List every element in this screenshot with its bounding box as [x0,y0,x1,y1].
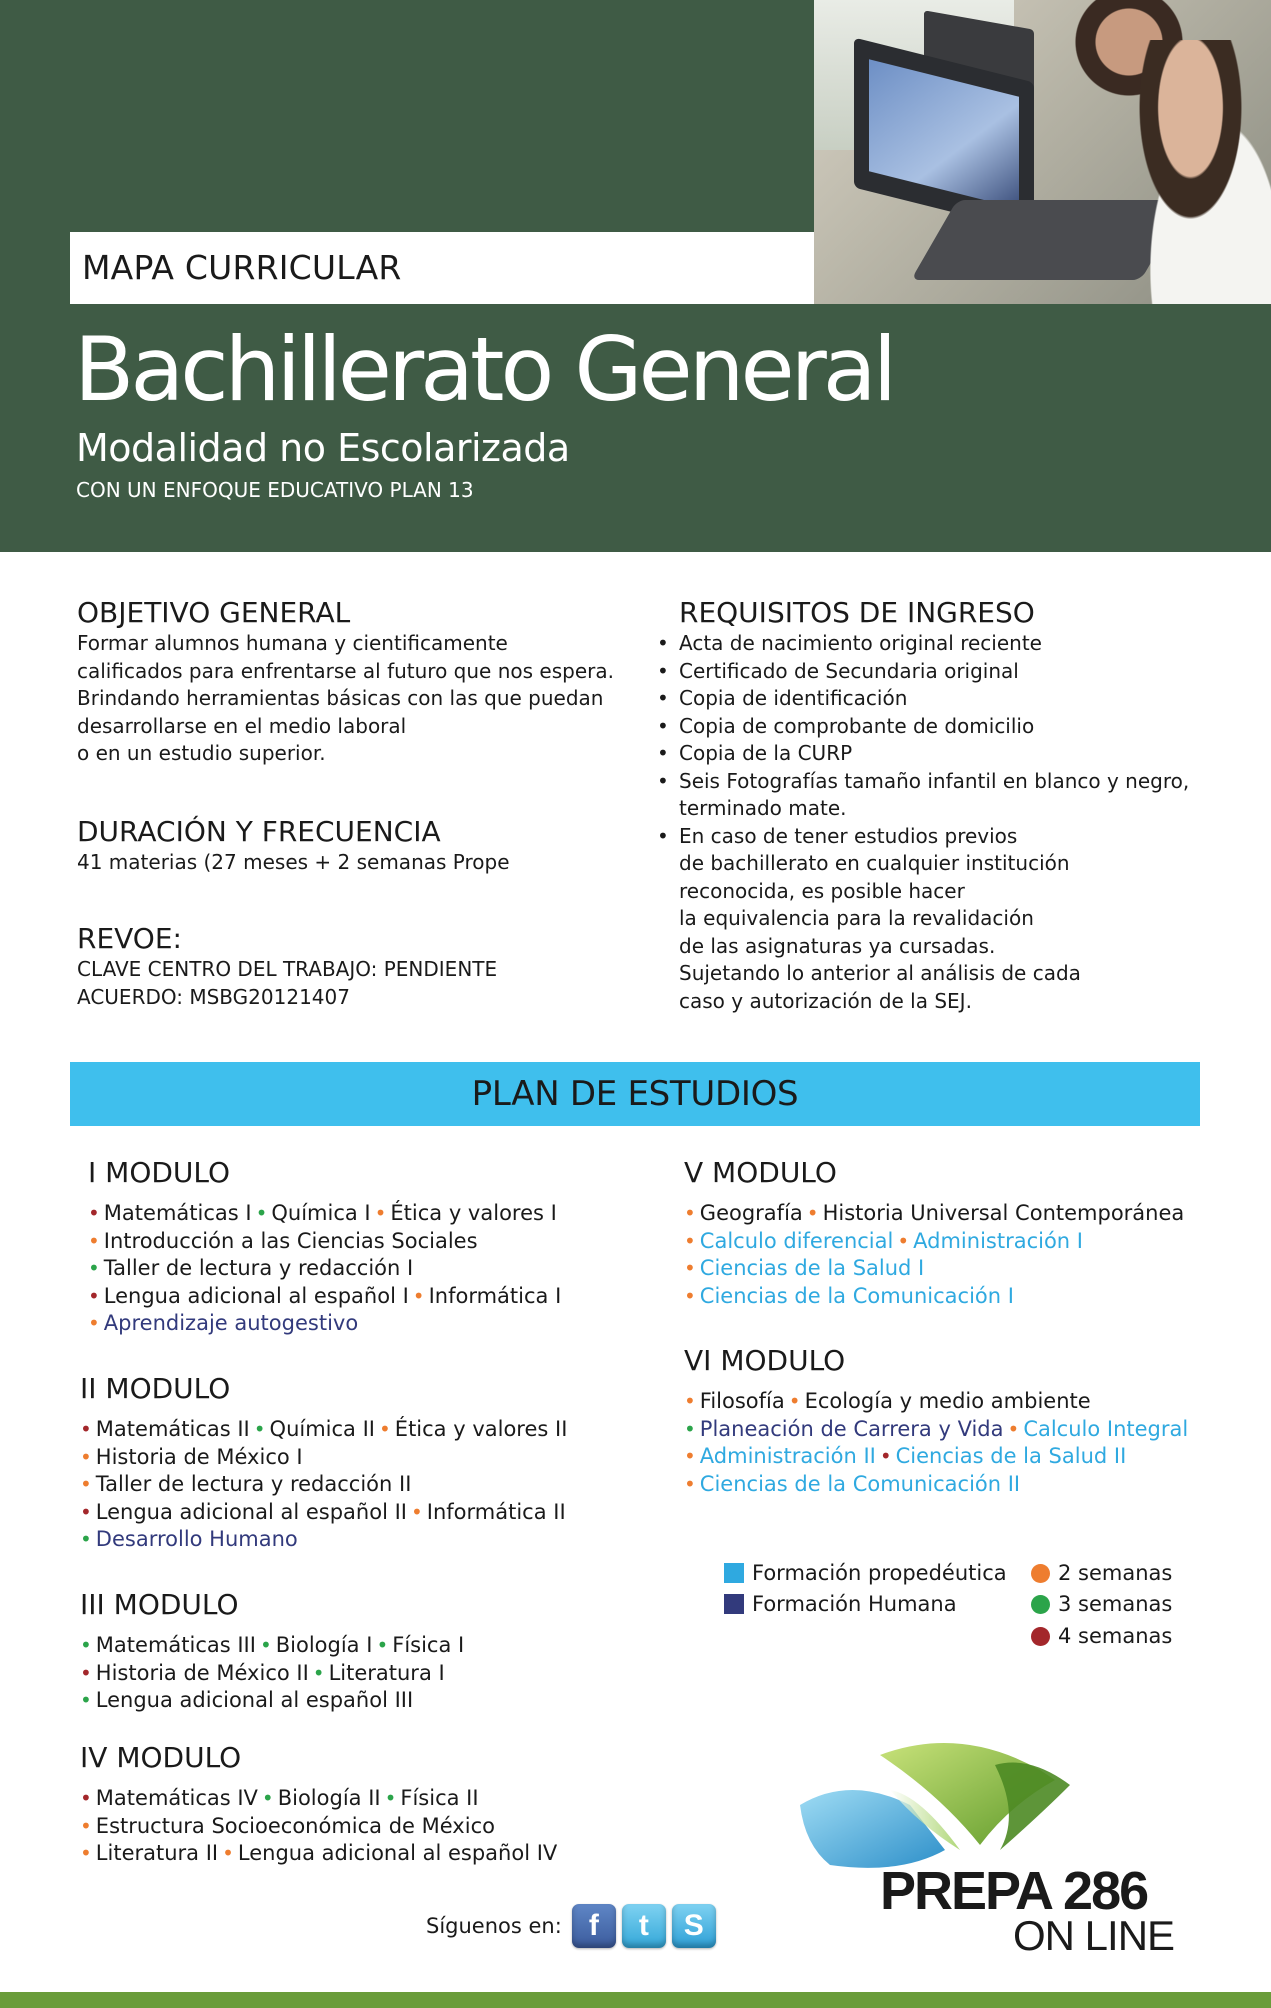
orange-dot-icon: • [788,1389,801,1413]
module-subject-list [684,1200,1184,1310]
subject-name: Administración II [699,1444,876,1468]
orange-dot-icon: • [412,1283,425,1308]
subject-name: Informática I [428,1283,562,1308]
module-line [684,1200,1184,1228]
footer-bar [0,1992,1271,2008]
subject-name: Taller de lectura y redacción II [95,1472,412,1496]
module-subject-list [80,1632,464,1715]
legend-item-2-semanas [1031,1561,1172,1585]
orange-dot-icon: • [374,1201,387,1225]
subject-name: Estructura Socioeconómica de México [95,1813,495,1838]
bullet-icon: • [657,713,669,738]
orange-dot-icon: • [684,1389,696,1413]
objetivo-line: Formar alumnos humana y cientificamente [77,631,508,655]
requisito-item [657,740,1239,768]
objetivo-line: calificados para enfrentarse al futuro que nos espera. [77,658,614,683]
module-line [80,1785,557,1813]
module-heading: I MODULO [88,1156,231,1189]
subject-name: Planeación de Carrera y Vida [699,1416,1004,1441]
module-heading: III MODULO [80,1588,239,1621]
module-3 [80,1588,464,1715]
requisitos-section [657,596,1239,1015]
subject-name: Ciencias de la Salud II [895,1444,1127,1468]
red-dot-icon: • [879,1444,892,1468]
red-dot-icon: • [80,1660,92,1685]
bullet-icon: • [657,631,669,655]
legend-item-propedeutica [724,1561,1007,1585]
header-banner [0,0,1271,552]
requisito-line: Copia de la CURP [679,741,853,765]
module-heading: II MODULO [80,1372,231,1405]
subject-name: Introducción a las Ciencias Sociales [103,1228,478,1253]
objetivo-line: desarrollarse en el medio laboral [77,713,407,738]
page-title: Bachillerato General [74,318,894,421]
requisito-item [657,630,1239,658]
subject-name: Ciencias de la Comunicación II [699,1471,1021,1496]
requisito-line: Certificado de Secundaria original [679,658,1019,683]
green-dot-icon: • [80,1633,92,1657]
subject-name: Matemáticas III [95,1633,256,1657]
requisito-line: En caso de tener estudios previos [679,823,1018,848]
objetivo-section [77,596,637,768]
subject-name: Ciencias de la Comunicación I [699,1283,1014,1308]
orange-dot-icon: • [684,1444,696,1468]
subject-name: Química II [269,1417,375,1441]
subject-name: Administración I [913,1228,1083,1253]
revoe-clave: CLAVE CENTRO DEL TRABAJO: PENDIENTE [77,957,498,981]
requisito-item [657,658,1239,686]
objetivo-heading: OBJETIVO GENERAL [77,596,351,629]
module-line [684,1416,1188,1444]
legend-label: 2 semanas [1058,1561,1173,1585]
module-line [80,1471,567,1499]
subject-name: Lengua adicional al español I [103,1283,409,1308]
module-heading: IV MODULO [80,1741,242,1774]
module-1 [88,1156,561,1338]
legend-label: Formación Humana [752,1592,957,1616]
duracion-section [77,815,637,877]
module-line [684,1471,1188,1499]
module-line [80,1660,464,1688]
green-dot-icon: • [312,1660,325,1685]
orange-dot-icon: • [684,1256,696,1280]
subject-name: Historia de México II [95,1660,309,1685]
orange-dot-icon: • [80,1841,92,1865]
bullet-icon: • [657,741,669,765]
facebook-icon[interactable]: f [572,1904,616,1948]
requisito-line: terminado mate. [679,796,847,820]
green-dot-icon: • [261,1786,274,1810]
bullet-icon: • [657,658,669,683]
red-dot-icon: • [80,1499,92,1524]
revoe-heading: REVOE: [77,922,182,955]
green-dot-icon: • [255,1201,268,1225]
page-subtitle: Modalidad no Escolarizada [76,426,570,470]
logo-line-2: ON LINE [1013,1912,1175,1959]
follow-label: Síguenos en: [426,1914,562,1938]
legend-item-4-semanas [1031,1624,1172,1648]
orange-dot-icon: • [684,1471,696,1496]
green-dot-icon: • [88,1256,100,1280]
subject-name: Matemáticas I [103,1201,252,1225]
orange-dot-icon: • [897,1228,910,1253]
subject-name: Lengua adicional al español III [95,1688,414,1712]
orange-dot-icon: • [379,1417,391,1441]
module-line [88,1283,561,1311]
legend [724,1561,1184,1661]
plan-de-estudios-bar [70,1062,1200,1126]
module-line [88,1310,561,1338]
orange-dot-icon: • [806,1201,819,1225]
duracion-text: 41 materias (27 meses + 2 semanas Prope [77,850,510,874]
subject-name: Filosofía [699,1389,785,1413]
cyan-square-icon [724,1563,744,1583]
subject-name: Ética y valores I [390,1201,557,1225]
legend-item-3-semanas [1031,1592,1172,1616]
duracion-heading: DURACIÓN Y FRECUENCIA [77,815,441,848]
logo-shape-icon [770,1735,1190,1875]
bullet-icon: • [657,686,669,710]
subject-name: Aprendizaje autogestivo [103,1311,359,1335]
subject-name: Literatura II [95,1841,219,1865]
module-4 [80,1741,557,1868]
requisito-line: la equivalencia para la revalidación [679,906,1034,930]
subject-name: Historia Universal Contemporánea [822,1201,1185,1225]
students-laptop-photo [814,0,1271,304]
green-dot-icon [1031,1595,1050,1614]
module-line [684,1388,1188,1416]
orange-dot-icon: • [80,1472,92,1496]
orange-dot-icon: • [684,1283,696,1308]
module-heading: VI MODULO [684,1344,846,1377]
subject-name: Lengua adicional al español IV [237,1841,558,1865]
revoe-acuerdo: ACUERDO: MSBG20121407 [77,984,350,1009]
requisito-line: de las asignaturas ya cursadas. [679,933,996,958]
legend-item-humana [724,1592,957,1616]
orange-dot-icon: • [410,1499,423,1524]
revoe-section [77,922,637,1011]
green-dot-icon: • [80,1527,92,1551]
orange-dot-icon: • [88,1311,100,1335]
module-line [684,1255,1184,1283]
requisito-line: Copia de identificación [679,686,908,710]
requisito-line: Seis Fotografías tamaño infantil en blanco y negro, [679,768,1190,793]
enfoque-label: CON UN ENFOQUE EDUCATIVO PLAN 13 [76,478,474,502]
subject-name: Ciencias de la Salud I [699,1256,925,1280]
navy-square-icon [724,1594,744,1614]
follow-us [426,1904,722,1948]
module-line [80,1813,557,1841]
requisitos-heading: REQUISITOS DE INGRESO [679,596,1035,629]
module-subject-list [80,1785,557,1868]
subject-name: Matemáticas IV [95,1786,258,1810]
orange-dot-icon: • [684,1228,696,1253]
objetivo-line: Brindando herramientas básicas con las que puedan [77,686,604,710]
bullet-icon: • [657,768,669,793]
legend-label: Formación propedéutica [752,1561,1007,1585]
subject-name: Física I [392,1633,465,1657]
subject-name: Desarrollo Humano [95,1527,298,1551]
red-dot-icon [1031,1627,1050,1646]
requisito-line: reconocida, es posible hacer [679,878,965,903]
module-5 [684,1156,1184,1310]
module-line [80,1416,567,1444]
mapa-curricular-label: MAPA CURRICULAR [82,248,402,287]
subject-name: Matemáticas II [95,1417,250,1441]
red-dot-icon: • [88,1283,100,1308]
subject-name: Biología II [277,1786,381,1810]
logo-line-1: PREPA 286 [880,1861,1148,1921]
subject-name: Taller de lectura y redacción I [103,1256,414,1280]
green-dot-icon: • [80,1688,92,1712]
module-line [80,1444,567,1472]
green-dot-icon: • [259,1633,272,1657]
orange-dot-icon [1031,1564,1050,1583]
red-dot-icon: • [88,1201,100,1225]
requisitos-list [657,630,1239,1015]
module-line [684,1228,1184,1256]
legend-label: 3 semanas [1058,1592,1173,1616]
requisito-item [657,823,1239,1016]
mapa-curricular-box [70,232,814,304]
module-6 [684,1344,1188,1498]
subject-name: Informática II [426,1499,566,1524]
orange-dot-icon: • [80,1444,92,1469]
module-subject-list [684,1388,1188,1498]
skype-icon[interactable]: S [672,1904,716,1948]
module-line [80,1687,464,1715]
module-line [684,1283,1184,1311]
module-line [684,1443,1188,1471]
requisito-item [657,713,1239,741]
module-line [88,1228,561,1256]
subject-name: Geografía [699,1201,803,1225]
twitter-icon[interactable]: t [622,1904,666,1948]
subject-name: Calculo Integral [1023,1416,1189,1441]
subject-name: Ecología y medio ambiente [804,1389,1091,1413]
requisito-line: Acta de nacimiento original reciente [679,631,1042,655]
subject-name: Química I [271,1201,371,1225]
module-line [88,1200,561,1228]
prepa-286-logo [770,1735,1190,1995]
requisito-item [657,685,1239,713]
module-heading: V MODULO [684,1156,837,1189]
module-line [80,1632,464,1660]
orange-dot-icon: • [222,1841,234,1865]
module-line [88,1255,561,1283]
module-2 [80,1372,567,1554]
plan-de-estudios-title: PLAN DE ESTUDIOS [471,1074,799,1114]
requisito-line: de bachillerato en cualquier institución [679,851,1070,875]
subject-name: Calculo diferencial [699,1228,894,1253]
orange-dot-icon: • [80,1813,92,1838]
green-dot-icon: • [376,1633,389,1657]
red-dot-icon: • [80,1417,92,1441]
orange-dot-icon: • [88,1228,100,1253]
bullet-icon: • [657,823,669,848]
objetivo-line: o en un estudio superior. [77,741,326,765]
subject-name: Ética y valores II [394,1417,568,1441]
subject-name: Lengua adicional al español II [95,1499,407,1524]
requisito-line: Copia de comprobante de domicilio [679,713,1035,738]
subject-name: Historia de México I [95,1444,303,1469]
green-dot-icon: • [253,1417,266,1441]
legend-label: 4 semanas [1058,1624,1173,1648]
module-subject-list [80,1416,567,1554]
subject-name: Biología I [275,1633,373,1657]
module-line [80,1499,567,1527]
orange-dot-icon: • [1007,1416,1020,1441]
module-subject-list [88,1200,561,1338]
subject-name: Literatura I [328,1660,445,1685]
requisito-line: caso y autorización de la SEJ. [679,988,972,1013]
orange-dot-icon: • [684,1201,696,1225]
subject-name: Física II [400,1786,479,1810]
objetivo-text [77,630,637,768]
red-dot-icon: • [80,1786,92,1810]
requisito-line: Sujetando lo anterior al análisis de cada [679,961,1081,985]
module-line [80,1526,567,1554]
module-line [80,1840,557,1868]
green-dot-icon: • [684,1416,696,1441]
requisito-item [657,768,1239,823]
green-dot-icon: • [384,1786,397,1810]
